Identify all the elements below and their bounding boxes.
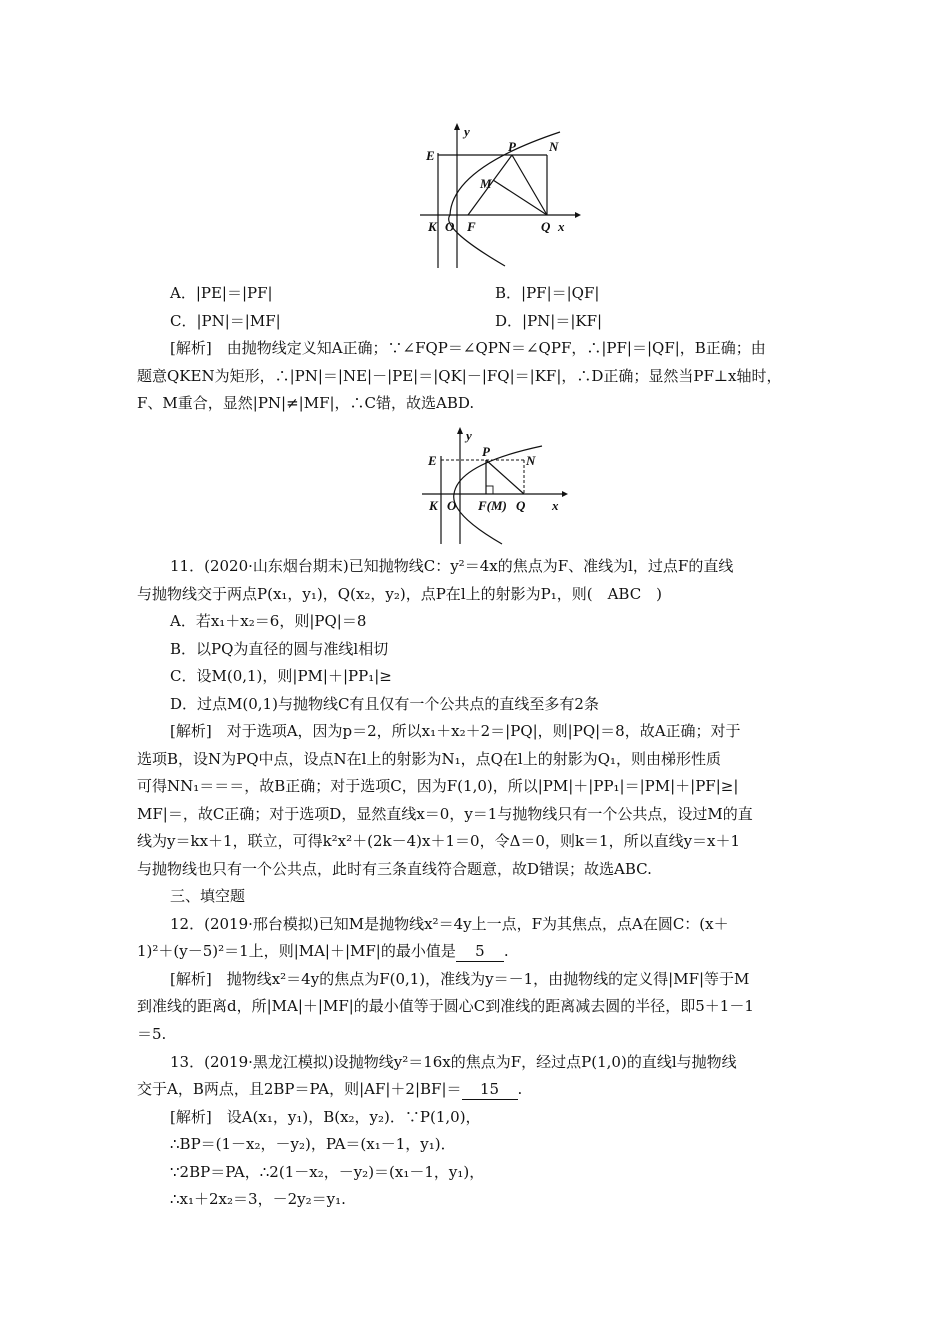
label-x-2: x <box>552 498 559 513</box>
q11-stem-line-1: 11．(2020·山东烟台期末)已知抛物线C：y²＝4x的焦点为F、准线为l，过点F的直线 <box>170 557 734 575</box>
q12-solution-line-1: [解析] 抛物线x²＝4y的焦点为F(0,1)，准线为y＝－1，由抛物线的定义得|MF|等于M <box>170 970 750 988</box>
q12-solution-line-3: ＝5. <box>137 1025 167 1043</box>
q11-solution-line-2: 选项B，设N为PQ中点，设点N在l上的射影为N₁，点Q在l上的射影为Q₁，则由梯形性质 <box>137 750 722 768</box>
q11-solution-line-1: [解析] 对于选项A，因为p＝2，所以x₁＋x₂＋2＝|PQ|，则|PQ|＝8，故A正确；对于 <box>170 722 741 740</box>
label-P-2: P <box>482 444 490 459</box>
q10-solution-line-1: [解析] 由抛物线定义知A正确；∵∠FQP＝∠QPN＝∠QPF，∴|PF|＝|QF|，B正确；由 <box>170 339 766 357</box>
q12-stem-text: 1)²＋(y－5)²＝1上，则|MA|＋|MF|的最小值是 <box>137 942 456 960</box>
q12-answer-blank: 5 <box>456 941 504 962</box>
q11-stem-line-2: 与抛物线交于两点P(x₁，y₁)，Q(x₂，y₂)，点P在l上的射影为P₁，则( ABC ) <box>137 585 663 603</box>
label-Q-2: Q <box>516 498 526 513</box>
right-angle-mark <box>486 486 493 494</box>
label-y-2: y <box>466 428 472 443</box>
label-K: K <box>428 219 437 234</box>
label-O: O <box>445 219 455 234</box>
q11-option-d: D．过点M(0,1)与抛物线C有且仅有一个公共点的直线至多有2条 <box>170 695 599 713</box>
label-E-2: E <box>428 453 437 468</box>
label-F: F <box>467 219 476 234</box>
figure-2-svg <box>412 422 572 547</box>
q10-option-a: A．|PE|＝|PF| <box>170 284 273 302</box>
label-E: E <box>426 148 435 163</box>
label-P: P <box>508 139 516 154</box>
q12-solution-line-2: 到准线的距离d，所|MA|＋|MF|的最小值等于圆心C到准线的距离减去圆的半径，即5＋1－1 <box>137 997 754 1015</box>
q11-solution-line-6: 与抛物线也只有一个公共点，此时有三条直线符合题意，故D错误；故选ABC. <box>137 860 652 878</box>
q13-stem-text: 交于A，B两点，且2BP＝PA，则|AF|＋2|BF|＝ <box>137 1080 462 1098</box>
q13-stem-line-2 <box>137 1079 522 1100</box>
q13-stem-line-1: 13．(2019·黑龙江模拟)设抛物线y²＝16x的焦点为F，经过点P(1,0)的直线l与抛物线 <box>170 1053 737 1071</box>
q11-option-a: A．若x₁＋x₂＝6，则|PQ|＝8 <box>170 612 367 630</box>
q13-solution-line-1: [解析] 设A(x₁，y₁)，B(x₂，y₂)．∵P(1,0)， <box>170 1108 481 1126</box>
q11-option-b: B．以PQ为直径的圆与准线l相切 <box>170 640 389 658</box>
q12-stem-line-2 <box>137 941 509 962</box>
label-Q: Q <box>541 219 551 234</box>
x-axis-arrow-icon-2 <box>562 491 568 497</box>
q10-option-c: C．|PN|＝|MF| <box>170 312 281 330</box>
q13-solution-line-2: ∴BP＝(1－x₂，－y₂)，PA＝(x₁－1，y₁)． <box>170 1135 456 1153</box>
figure-1-svg <box>410 118 590 273</box>
figure-parabola-focus <box>412 422 572 547</box>
q11-solution-line-3: 可得NN₁＝＝＝，故B正确；对于选项C，因为F(1,0)，所以|PM|＋|PP₁|＝|PM|＋|PF|≥| <box>137 777 739 795</box>
q10-solution-line-3: F、M重合，显然|PN|≠|MF|，∴C错，故选ABD. <box>137 394 475 412</box>
q11-solution-line-5: 线为y＝kx＋1，联立，可得k²x²＋(2k－4)x＋1＝0，令Δ＝0，则k＝1，所以直线y＝x＋1 <box>137 832 741 850</box>
segment-PQ-2 <box>486 460 524 494</box>
q13-solution-line-3: ∵2BP＝PA，∴2(1－x₂，－y₂)＝(x₁－1，y₁)， <box>170 1163 485 1181</box>
q10-option-b: B．|PF|＝|QF| <box>495 284 600 302</box>
label-y: y <box>464 124 470 139</box>
q10-solution-line-2: 题意QKEN为矩形，∴|PN|＝|NE|－|PE|＝|QK|－|FQ|＝|KF|，∴D正确；显然当PF⊥x轴时， <box>137 367 782 385</box>
parabola-curve <box>449 132 560 266</box>
segment-MQ <box>493 180 547 215</box>
q10-option-d: D．|PN|＝|KF| <box>495 312 603 330</box>
label-O-2: O <box>447 498 457 513</box>
label-x: x <box>558 219 565 234</box>
q11-option-c: C．设M(0,1)，则|PM|＋|PP₁|≥ <box>170 667 392 685</box>
y-axis-arrow-icon-2 <box>457 427 463 434</box>
figure-parabola-rectangle <box>410 118 590 273</box>
label-N: N <box>549 139 559 154</box>
q13-answer-blank: 15 <box>462 1079 518 1100</box>
label-K-2: K <box>429 498 438 513</box>
label-FM-2: F(M) <box>478 498 507 513</box>
label-N-2: N <box>526 453 536 468</box>
y-axis-arrow-icon <box>454 123 460 130</box>
q13-stem-end: . <box>517 1080 523 1098</box>
q12-stem-end: . <box>503 942 509 960</box>
section-heading: 三、填空题 <box>170 887 246 905</box>
x-axis-arrow-icon <box>575 212 581 218</box>
q12-stem-line-1: 12．(2019·邢台模拟)已知M是抛物线x²＝4y上一点，F为其焦点，点A在圆C：(x＋ <box>170 915 729 933</box>
segment-PQ <box>512 155 547 215</box>
q13-solution-line-4: ∴x₁＋2x₂＝3，－2y₂＝y₁. <box>170 1190 346 1208</box>
label-M: M <box>480 176 492 191</box>
q11-solution-line-4: MF|＝，故C正确；对于选项D，显然直线x＝0，y＝1与抛物线只有一个公共点，设过M的直 <box>137 805 753 823</box>
